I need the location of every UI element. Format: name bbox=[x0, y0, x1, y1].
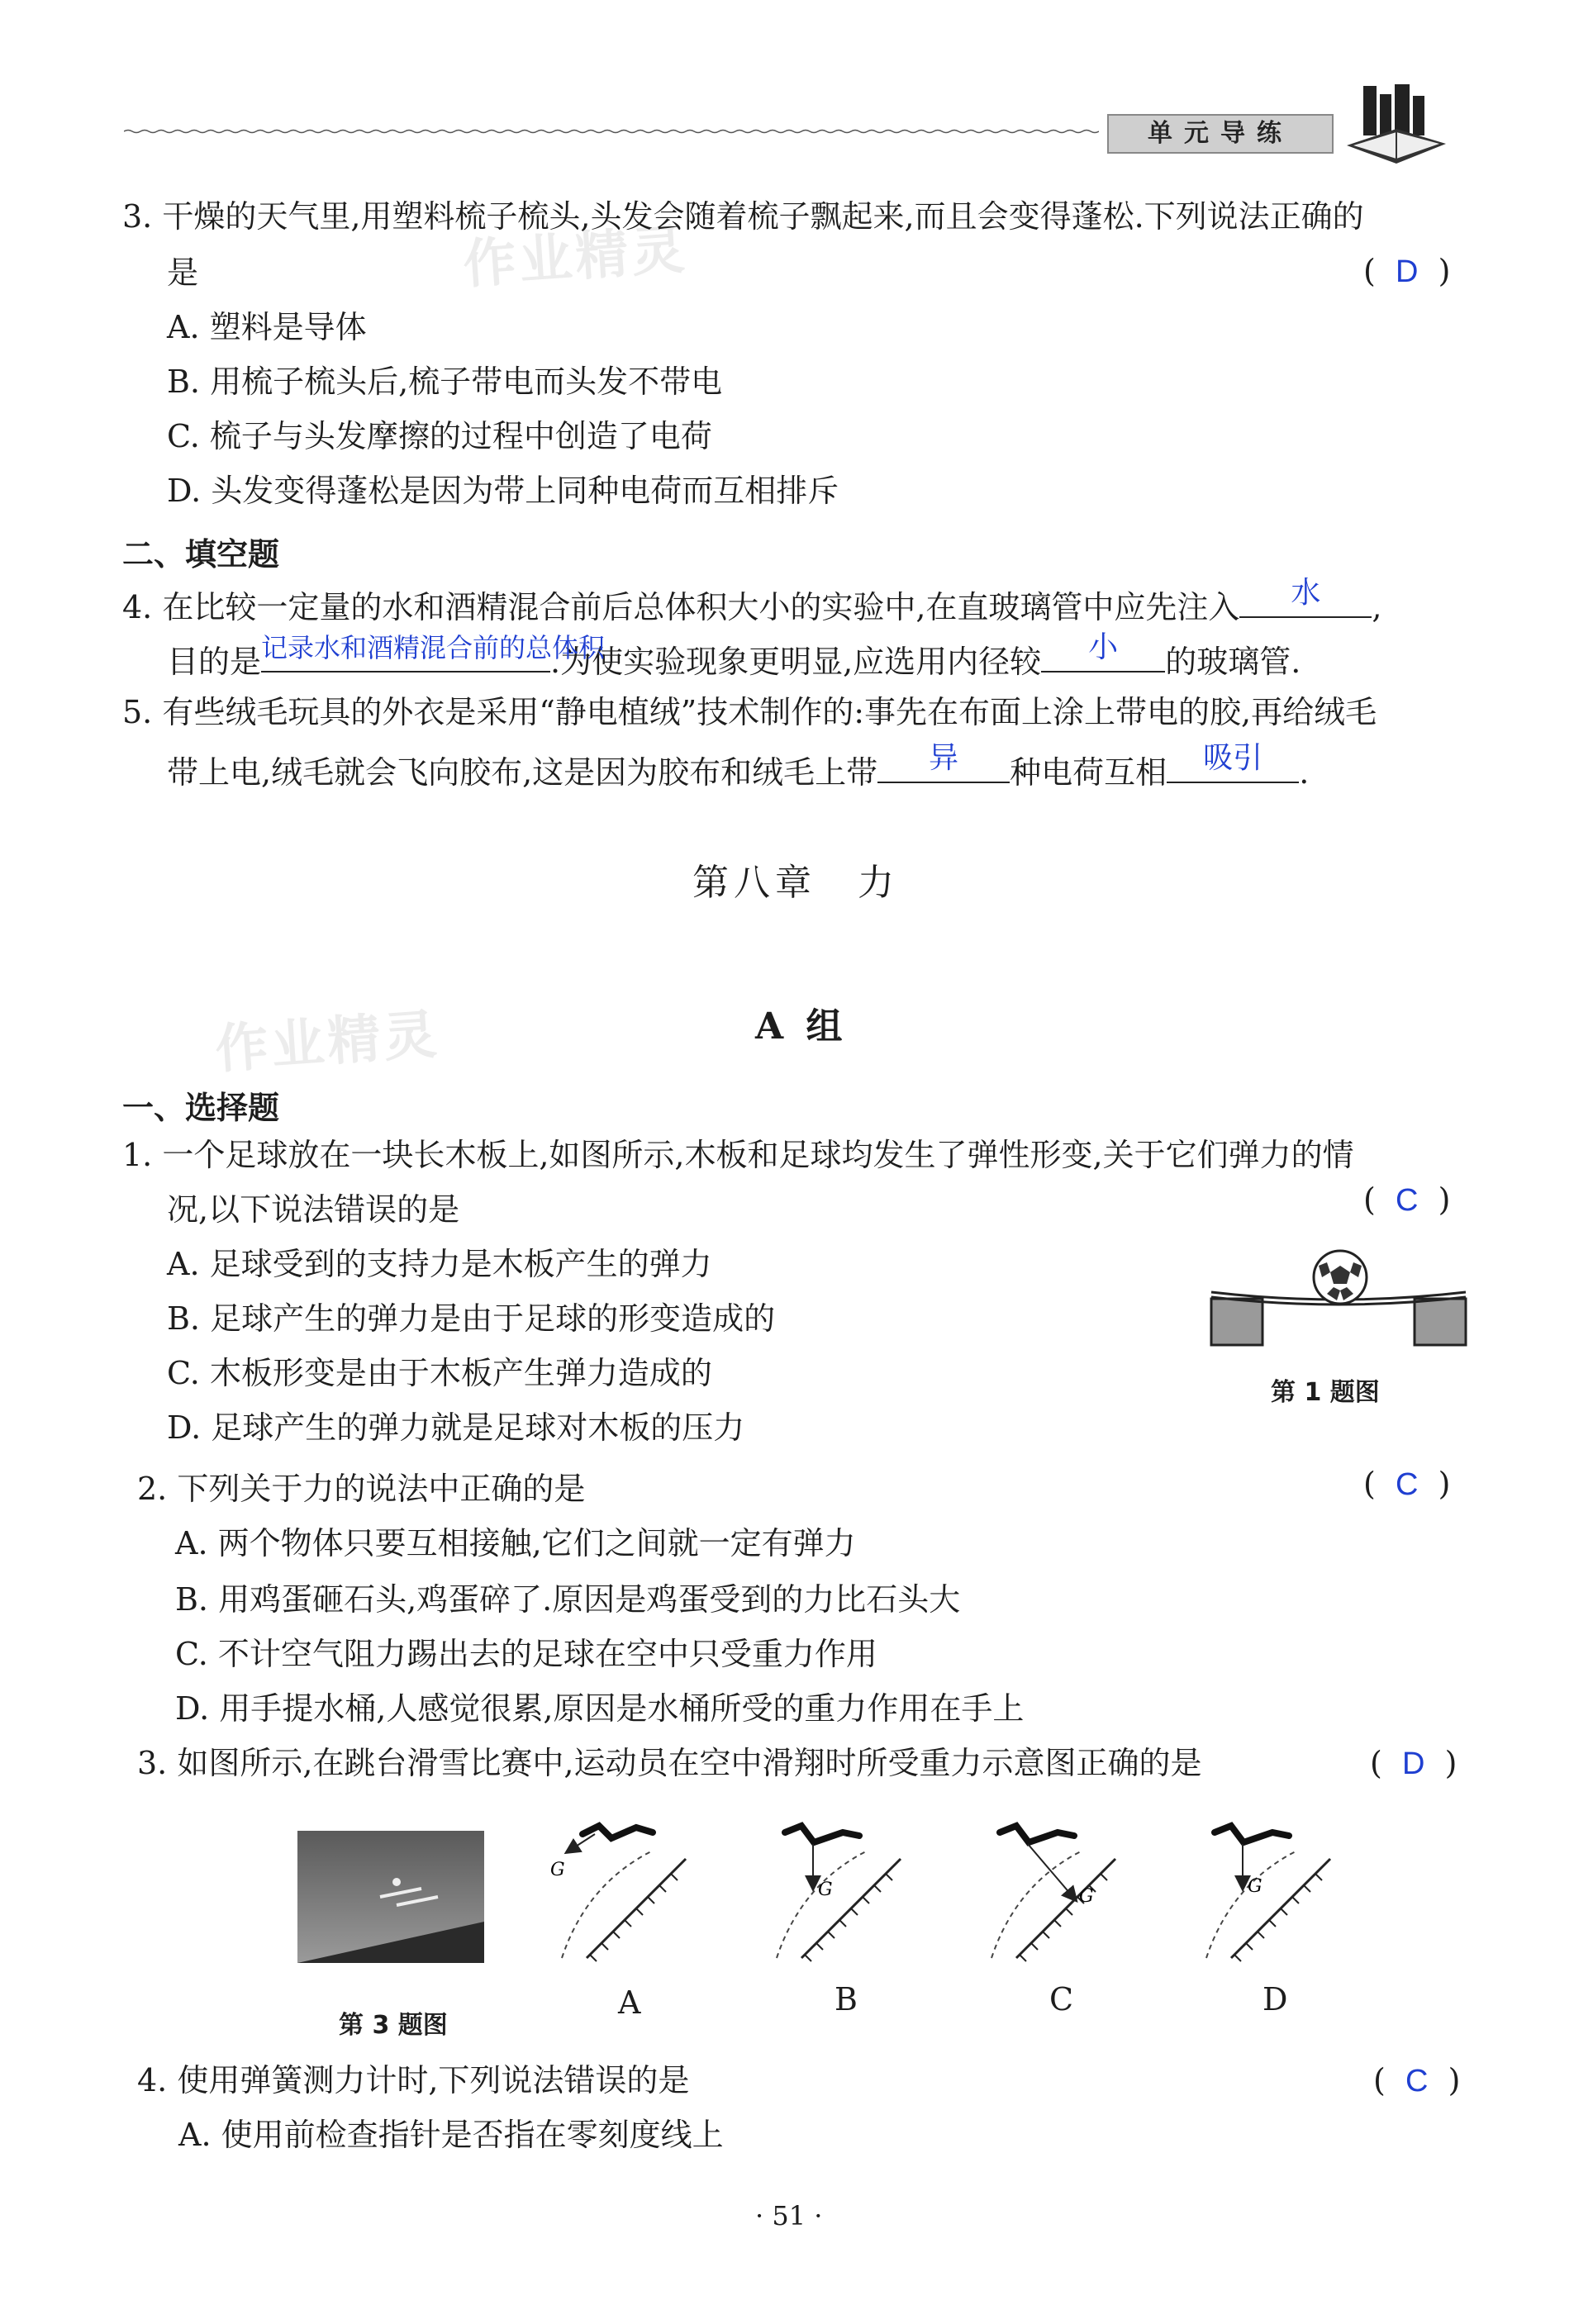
ski-jump-photo bbox=[297, 1831, 484, 1963]
punctuation: , bbox=[1372, 589, 1382, 625]
book-logo-icon bbox=[1339, 79, 1454, 170]
option-b: B. 用鸡蛋砸石头,鸡蛋碎了.原因是鸡蛋受到的力比石头大 bbox=[175, 1581, 961, 1618]
option-c: C. 不计空气阻力踢出去的足球在空中只受重力作用 bbox=[175, 1636, 877, 1672]
question-5-fill-text: 种电荷互相 bbox=[1010, 754, 1167, 791]
figure-label-d: D bbox=[1263, 1981, 1288, 2017]
answer-mark: D bbox=[1401, 1747, 1425, 1781]
watermark: 作业精灵 bbox=[461, 219, 690, 297]
answer-blank bbox=[261, 632, 606, 672]
option-a: A. 足球受到的支持力是木板产生的弹力 bbox=[167, 1246, 712, 1282]
force-label: G bbox=[818, 1880, 833, 1900]
option-c: C. 梳子与头发摩擦的过程中创造了电荷 bbox=[167, 418, 712, 454]
figure-label-b: B bbox=[835, 1981, 858, 2017]
page-number: · 51 · bbox=[755, 2200, 823, 2231]
question-4-fill-text: .为使实验现象更明显,应选用内径较 bbox=[550, 644, 1042, 680]
answer-bracket: ( C ) bbox=[1363, 1466, 1451, 1502]
answer-bracket: ( D ) bbox=[1370, 1745, 1457, 1781]
force-label: G bbox=[1248, 1876, 1263, 1897]
answer-blank bbox=[1239, 576, 1372, 618]
question-2-stem: 2. 下列关于力的说法中正确的是 bbox=[137, 1471, 586, 1507]
answer-mark: D bbox=[1395, 254, 1419, 289]
diagram-d bbox=[1206, 1826, 1330, 1961]
answer-bracket: ( D ) bbox=[1363, 253, 1451, 289]
answer-blank bbox=[1041, 630, 1165, 672]
section-heading-choice: 一、选择题 bbox=[122, 1090, 280, 1126]
answer-mark: C bbox=[1395, 1183, 1419, 1218]
option-a: A. 使用前检查指针是否指在零刻度线上 bbox=[178, 2117, 724, 2153]
option-a: A. 两个物体只要互相接触,它们之间就一定有弹力 bbox=[175, 1525, 856, 1561]
answer-bracket: ( C ) bbox=[1373, 2062, 1461, 2098]
diagram-c bbox=[991, 1826, 1115, 1961]
unit-practice-badge: 单元导练 bbox=[1107, 114, 1334, 154]
question-3-prev-stem-cont: 是 bbox=[167, 254, 199, 291]
answer-bracket: ( C ) bbox=[1363, 1181, 1451, 1218]
blank-answer: 小 bbox=[1088, 630, 1119, 664]
figure-label-a: A bbox=[618, 1984, 641, 2021]
figure-1-caption: 第 1 题图 bbox=[1271, 1378, 1380, 1407]
blank-answer: 记录水和酒精混合前的总体积 bbox=[261, 632, 606, 663]
question-4-stem: 4. 使用弹簧测力计时,下列说法错误的是 bbox=[137, 2062, 690, 2098]
blank-answer: 水 bbox=[1291, 576, 1321, 610]
question-5-fill-text: . bbox=[1299, 754, 1310, 791]
group-title: A 组 bbox=[755, 1005, 848, 1048]
diagram-b bbox=[777, 1826, 901, 1961]
chapter-title: 第八章 力 bbox=[692, 862, 899, 904]
diagram-a bbox=[550, 1826, 686, 1961]
question-3-prev-stem: 3. 干燥的天气里,用塑料梳子梳头,头发会随着梳子飘起来,而且会变得蓬松.下列说法正确的 bbox=[122, 198, 1364, 235]
option-b: B. 用梳子梳头后,梳子带电而头发不带电 bbox=[167, 364, 723, 400]
question-5-fill-text: 带上电,绒毛就会飞向胶布,这是因为胶布和绒毛上带 bbox=[167, 754, 878, 791]
force-label: G bbox=[1079, 1886, 1094, 1907]
section-heading-fill-in: 二、填空题 bbox=[122, 536, 280, 573]
question-5-fill-line2 bbox=[167, 741, 1310, 791]
option-d: D. 足球产生的弹力就是足球对木板的压力 bbox=[167, 1409, 745, 1446]
figure-3-caption: 第 3 题图 bbox=[339, 2011, 448, 2040]
question-4-fill-text: 目的是 bbox=[167, 644, 262, 680]
answer-blank bbox=[1167, 741, 1299, 783]
blank-answer: 异 bbox=[929, 741, 959, 775]
question-1-stem: 1. 一个足球放在一块长木板上,如图所示,木板和足球均发生了弹性形变,关于它们弹力的情 bbox=[122, 1137, 1354, 1173]
answer-blank bbox=[877, 741, 1010, 783]
question-3-stem: 3. 如图所示,在跳台滑雪比赛中,运动员在空中滑翔时所受重力示意图正确的是 bbox=[137, 1745, 1202, 1781]
question-4-fill-line1 bbox=[122, 576, 1382, 625]
option-a: A. 塑料是导体 bbox=[167, 309, 367, 345]
option-c: C. 木板形变是由于木板产生弹力造成的 bbox=[167, 1355, 712, 1391]
header-wavy-rule bbox=[124, 129, 1099, 134]
question-5-fill-line1: 5. 有些绒毛玩具的外衣是采用“静电植绒”技术制作的:事先在布面上涂上带电的胶,再给绒毛 bbox=[122, 694, 1377, 730]
ball-on-board-figure bbox=[1206, 1248, 1471, 1355]
force-label: G bbox=[550, 1860, 565, 1880]
blank-answer: 吸引 bbox=[1203, 741, 1263, 775]
question-4-fill-text: 4. 在比较一定量的水和酒精混合前后总体积大小的实验中,在直玻璃管中应先注入 bbox=[122, 589, 1240, 625]
question-4-fill-text: 的玻璃管. bbox=[1165, 644, 1301, 680]
ski-jump-force-diagrams bbox=[537, 1809, 1380, 1966]
option-b: B. 足球产生的弹力是由于足球的形变造成的 bbox=[167, 1300, 776, 1337]
question-1-stem-cont: 况,以下说法错误的是 bbox=[167, 1191, 460, 1228]
watermark: 作业精灵 bbox=[213, 1004, 442, 1081]
figure-label-c: C bbox=[1049, 1981, 1074, 2017]
option-d: D. 头发变得蓬松是因为带上同种电荷而互相排斥 bbox=[167, 473, 839, 509]
option-d: D. 用手提水桶,人感觉很累,原因是水桶所受的重力作用在手上 bbox=[175, 1690, 1025, 1727]
answer-mark: C bbox=[1395, 1467, 1419, 1502]
question-4-fill-line2 bbox=[167, 630, 1301, 680]
answer-mark: C bbox=[1405, 2064, 1429, 2098]
